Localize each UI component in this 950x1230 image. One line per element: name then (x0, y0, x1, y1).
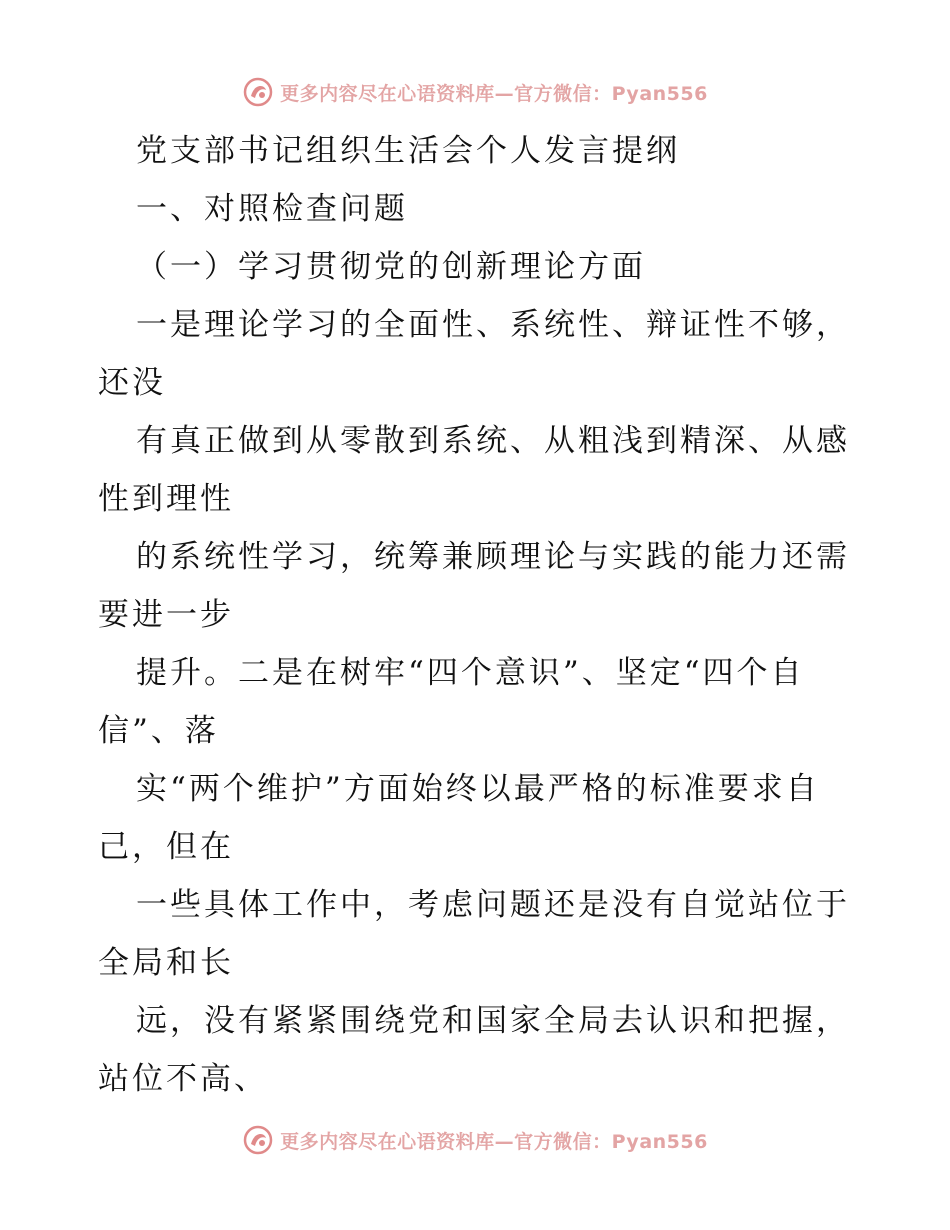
swirl-logo-icon (242, 76, 274, 108)
paragraph-line: 一些具体工作中，考虑问题还是没有自觉站位于 (136, 887, 850, 923)
footer-watermark (0, 1120, 950, 1160)
watermark-text: 更多内容尽在心语资料库—官方微信：Pyan556 (280, 1130, 708, 1153)
swirl-logo-icon (242, 1124, 274, 1156)
paragraph-line: 全局和长 (98, 945, 234, 981)
header-watermark (0, 72, 950, 112)
paragraph-line: 站位不高、 (98, 1061, 268, 1097)
paragraph-line: 性到理性 (98, 481, 234, 517)
paragraph-line: 要进一步 (98, 597, 234, 633)
paragraph-line: 还没 (98, 365, 166, 401)
paragraph-line: 提升。二是在树牢“四个意识”、坚定“四个自 (136, 655, 805, 691)
watermark-text: 更多内容尽在心语资料库—官方微信：Pyan556 (280, 82, 708, 105)
paragraph-line: 一是理论学习的全面性、系统性、辩证性不够， (136, 307, 850, 343)
paragraph-line: 的系统性学习，统筹兼顾理论与实践的能力还需 (136, 539, 850, 575)
paragraph-line: 己，但在 (98, 829, 234, 865)
paragraph-line: 信”、落 (98, 713, 219, 749)
paragraph-line: 实“两个维护”方面始终以最严格的标准要求自 (136, 771, 820, 807)
paragraph-line: 远，没有紧紧围绕党和国家全局去认识和把握， (136, 1003, 850, 1039)
section-heading: 一、对照检查问题 (136, 191, 408, 227)
document-body (0, 122, 950, 1108)
subsection-heading: （一）学习贯彻党的创新理论方面 (136, 249, 646, 285)
paragraph-line: 有真正做到从零散到系统、从粗浅到精深、从感 (136, 423, 850, 459)
document-title: 党支部书记组织生活会个人发言提纲 (136, 133, 680, 169)
